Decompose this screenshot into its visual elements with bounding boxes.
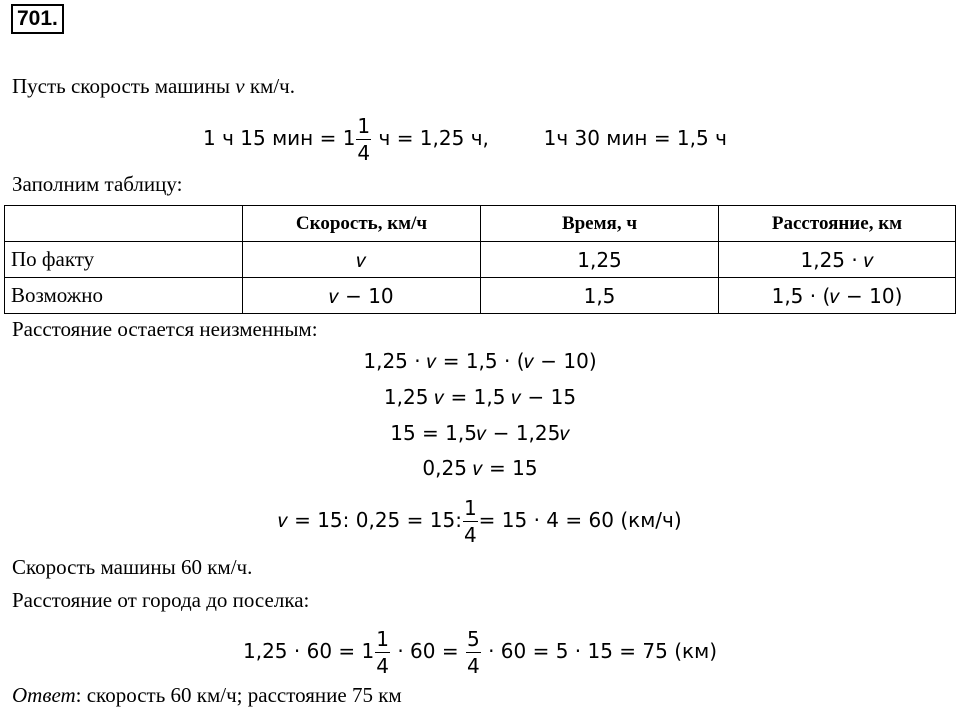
intro-variable: v <box>235 74 245 98</box>
distance-calc-part2: · 60 = <box>397 639 459 663</box>
intro-line <box>12 74 295 99</box>
intro-text-before: Пусть скорость машины <box>12 74 231 98</box>
equation-line: 0,25 𝑣 = 15 <box>422 456 538 480</box>
table-header-time: Время, ч <box>481 206 719 242</box>
table-header-row <box>5 206 956 242</box>
time-conversion-part3: 1ч 30 мин = 1,5 ч <box>543 126 727 150</box>
data-table <box>4 205 956 314</box>
solve-line-part2: = 15 · 4 = 60 (км/ч) <box>478 508 682 532</box>
fraction-one-quarter <box>356 116 371 163</box>
distance-label: Расстояние от города до поселка: <box>12 588 310 612</box>
equation-line: 15 = 1,5𝑣 − 1,25𝑣 <box>390 421 570 445</box>
speed-result: Скорость машины 60 км/ч. <box>12 555 253 579</box>
table-row-label: По факту <box>5 242 243 278</box>
time-conversion <box>203 112 727 164</box>
table-cell-distance: 1,5 · (𝑣 − 10) <box>719 278 956 314</box>
table-row <box>5 278 956 314</box>
table-cell-speed: 𝑣 <box>243 242 481 278</box>
equation-line: 1,25 𝑣 = 1,5 𝑣 − 15 <box>383 385 577 409</box>
table-cell-distance: 1,25 · 𝑣 <box>719 242 956 278</box>
fill-table-label: Заполним таблицу: <box>12 172 183 196</box>
answer-label: Ответ <box>12 683 76 707</box>
table-header-empty <box>5 206 243 242</box>
solve-line-part1: 𝑣 = 15: 0,25 = 15: <box>278 508 462 532</box>
fraction-denominator: 4 <box>376 654 389 678</box>
problem-number: 701. <box>11 4 64 34</box>
fraction-one-quarter <box>463 498 478 545</box>
distance-calc <box>0 623 960 679</box>
fraction-denominator: 4 <box>466 654 480 678</box>
time-conversion-part2: ч = 1,25 ч, <box>378 126 489 150</box>
fraction-numerator: 1 <box>357 114 371 138</box>
table-cell-speed: 𝑣 − 10 <box>243 278 481 314</box>
fraction-denominator: 4 <box>463 523 477 547</box>
fraction-one-quarter <box>375 629 390 676</box>
solve-line <box>0 493 960 547</box>
fraction-numerator: 5 <box>466 627 480 651</box>
table-cell-time: 1,25 <box>481 242 719 278</box>
fraction-numerator: 1 <box>376 627 389 651</box>
table-header-speed: Скорость, км/ч <box>243 206 481 242</box>
equation-line: 1,25 · 𝑣 = 1,5 · (𝑣 − 10) <box>363 349 597 373</box>
distance-same-label: Расстояние остается неизменным: <box>12 317 318 341</box>
table-row <box>5 242 956 278</box>
distance-calc-part3: · 60 = 5 · 15 = 75 (км) <box>488 639 717 663</box>
answer-line <box>12 683 402 708</box>
fraction-numerator: 1 <box>463 496 477 520</box>
table-cell-time: 1,5 <box>481 278 719 314</box>
table-row-label: Возможно <box>5 278 243 314</box>
fraction-five-quarters <box>466 629 481 676</box>
distance-calc-part1: 1,25 · 60 = 1 <box>242 639 375 663</box>
answer-text: : скорость 60 км/ч; расстояние 75 км <box>75 683 402 707</box>
fraction-denominator: 4 <box>357 141 371 165</box>
table-header-distance: Расстояние, км <box>719 206 956 242</box>
time-conversion-part1: 1 ч 15 мин = 1 <box>203 126 356 150</box>
intro-text-after: км/ч. <box>249 74 295 98</box>
